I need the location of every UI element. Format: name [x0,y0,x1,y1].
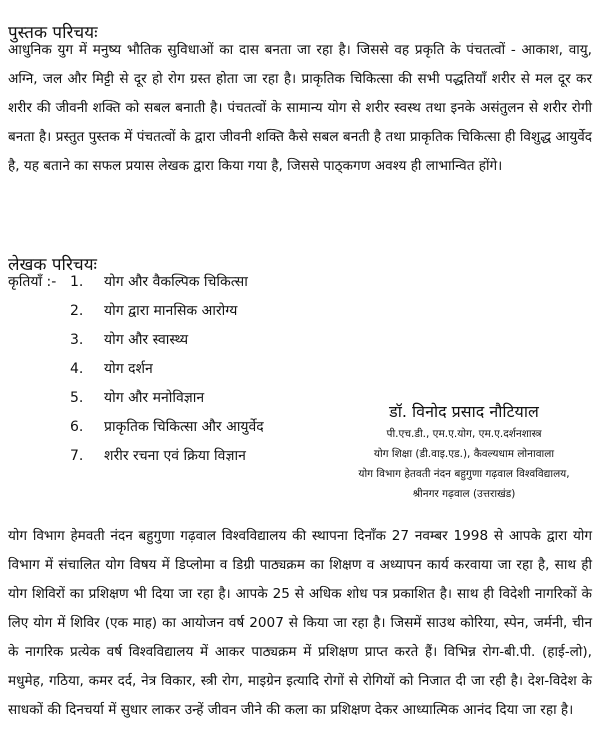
works-label: कृतियाँ :- [8,274,57,290]
works-list-item [70,272,248,292]
works-item-number: 2. [70,303,84,319]
works-item-number: 1. [70,274,84,290]
works-item-title: योग और मनोविज्ञान [104,390,205,406]
works-list-item [70,330,188,350]
book-intro-paragraph: आधुनिक युग में मनुष्य भौतिक सुविधाओं का दास बनता जा रहा है। जिससे वह प्रकृति के पंचतत्वों - आकाश, वायु, अग्नि, जल और मिट्टी से दूर हो रोग ग्रस्त होता जा रहा है। प्राकृतिक चिकित्सा की सभी पद्धतियाँ शरीर से मल दूर कर शरीर की जीवनी शक्ति को सबल बनाती है। पंचतत्वों के सामान्य योग से शरीर स्वस्थ तथा इनके असंतुलन से शरीर रोगी बनता है। प्रस्तुत पुस्तक में पंचतत्वों के द्वारा जीवनी शक्ति कैसे सबल बनती है तथा प्राकृतिक चिकित्सा ही विशुद्ध आयुर्वेद है, यह बताने का सफल प्रयास लेखक द्वारा किया गया है, जिससे पाठ्कगण अवश्य ही लाभान्वित होंगे। [8,42,592,174]
book-intro-heading: पुस्तक परिचयः [8,23,98,44]
author-training: योग शिक्षा (डी.वाइ.एड.), कैवल्यधाम लोनावाला [373,448,555,460]
department-paragraph: योग विभाग हेमवती नंदन बहुगुणा गढ़वाल विश्वविद्यालय की स्थापना दिनाँक 27 नवम्बर 1998 से आपके द्वारा योग विभाग में संचालित योग विषय में डिप्लोमा व डिग्री पाठ्यक्रम का शिक्षण व अध्यापन कार्य करवाया जा रहा है, साथ ही योग शिविरों का प्रशिक्षण भी दिया जा रहा है। आपके 25 से अधिक शोध पत्र प्रकाशित है। साथ ही विदेशी नागरिकों के लिए योग में शिविर (एक माह) का आयोजन वर्ष 2007 से किया जा रहा है। जिसमें साउथ कोरिया, स्पेन, जर्मनी, चीन के नागरिक प्रत्येक वर्ष विश्वविद्यालय में आकर पाठ्यक्रम में प्रशिक्षण प्राप्त करते हैं। विभिन्न रोग-बी.पी. (हाई-लो), मधुमेह, गठिया, कमर दर्द, नेत्र विकार, स्त्री रोग, माइग्रेन इत्यादि रोगों से रोगियों को निजात दी जा रही है। देश-विदेश के साधकों की दिनचर्या में सुधार लाकर उन्हें जीवन जीने की कला का प्रशिक्षण देकर आध्यात्मिक आनंद दिया जा रहा है। [8,528,592,718]
works-item-number: 5. [70,390,84,406]
works-item-number: 7. [70,448,84,464]
works-item-number: 6. [70,419,84,435]
works-item-title: योग दर्शन [104,361,153,377]
works-item-number: 3. [70,332,84,348]
works-item-title: योग और स्वास्थ्य [104,332,189,348]
works-item-number: 4. [70,361,84,377]
works-item-title: योग और वैकल्पिक चिकित्सा [104,274,248,290]
works-item-title: प्राकृतिक चिकित्सा और आयुर्वेद [104,419,264,435]
author-location: श्रीनगर गढ़वाल (उत्तराखंड) [412,488,516,500]
works-list-item [70,301,237,321]
works-list-item [70,359,153,379]
author-name: डॉ. विनोद प्रसाद नौटियाल [389,402,539,421]
works-item-title: योग द्वारा मानसिक आरोग्य [104,303,238,319]
works-list-item [70,388,204,408]
author-affiliation: योग विभाग हेतवती नंदन बहुगुणा गढ़वाल विश्वविद्यालय, [358,468,570,480]
author-intro-heading: लेखक परिचयः [8,255,97,276]
works-list-item [70,417,264,437]
author-credentials [330,400,598,504]
works-list-item [70,446,246,466]
works-item-title: शरीर रचना एवं क्रिया विज्ञान [104,448,246,464]
author-degrees: पी.एच.डी., एम.ए.योग, एम.ए.दर्शनशास्त्र [386,428,542,440]
